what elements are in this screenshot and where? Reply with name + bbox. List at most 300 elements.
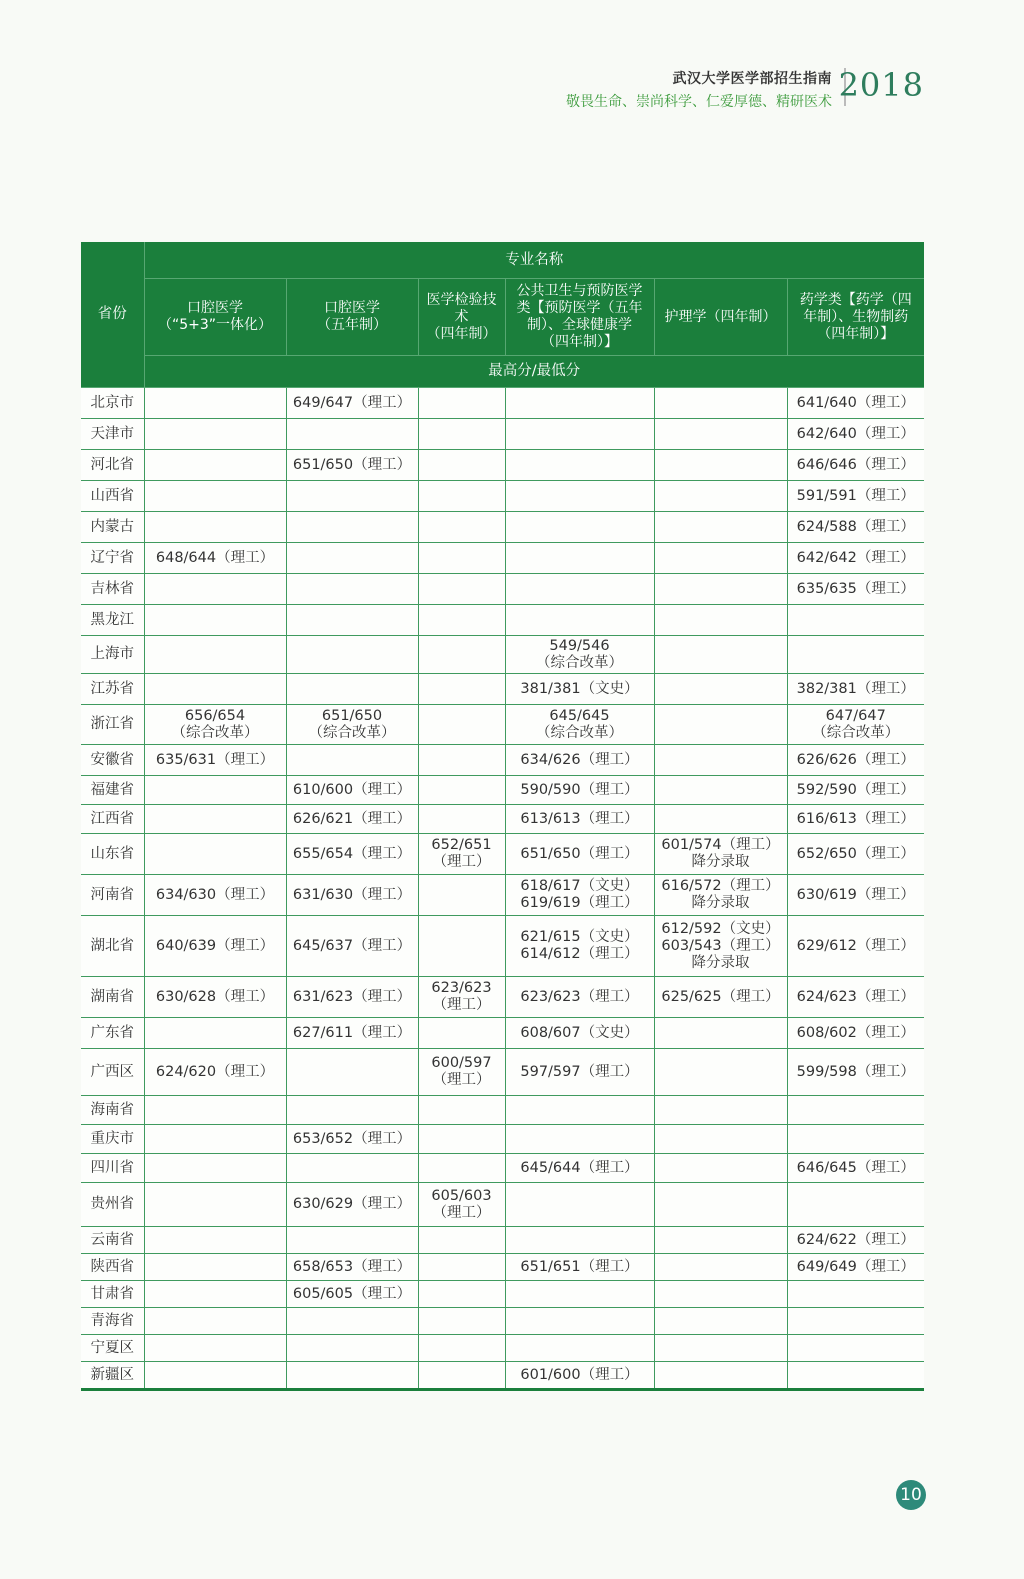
score-line: 649/649（理工） <box>796 1258 915 1275</box>
major-header-line: 护理学（四年制） <box>664 308 777 325</box>
score-cell <box>787 543 924 574</box>
score-cell <box>286 512 418 543</box>
score-cell <box>654 1308 787 1335</box>
score-line: 634/630（理工） <box>155 886 275 903</box>
score-line: 降分录取 <box>691 854 750 870</box>
table-row <box>81 834 924 875</box>
score-cell <box>286 875 418 916</box>
score-line: 605/605（理工） <box>292 1285 412 1302</box>
score-cell <box>418 1154 505 1183</box>
score-cell <box>787 977 924 1018</box>
score-line: 降分录取 <box>691 895 750 911</box>
province-cell: 上海市 <box>81 636 144 674</box>
score-cell <box>144 1308 286 1335</box>
score-cell <box>654 481 787 512</box>
major-header-line: （四年制）】 <box>817 325 895 342</box>
score-line: 597/597（理工） <box>520 1063 639 1080</box>
score-cell <box>286 481 418 512</box>
score-cell <box>144 1335 286 1362</box>
score-cell <box>505 419 654 450</box>
score-cell <box>787 388 924 419</box>
score-cell <box>654 916 787 977</box>
score-cell <box>418 834 505 875</box>
table-row <box>81 1154 924 1183</box>
score-cell <box>286 705 418 745</box>
score-cell <box>286 543 418 574</box>
score-cell <box>286 1018 418 1049</box>
score-cell <box>286 1049 418 1096</box>
score-cell <box>505 1335 654 1362</box>
score-cell <box>144 745 286 776</box>
score-line: 651/650 <box>321 707 383 724</box>
score-cell <box>418 636 505 674</box>
score-line: 605/603 <box>431 1187 492 1204</box>
score-line: 629/612（理工） <box>796 937 915 954</box>
score-cell <box>787 636 924 674</box>
score-line: 382/381（理工） <box>796 680 915 697</box>
score-cell <box>144 805 286 834</box>
table-row <box>81 875 924 916</box>
score-cell <box>144 481 286 512</box>
score-line: 616/613（理工） <box>796 810 915 827</box>
score-cell <box>144 674 286 705</box>
province-cell: 福建省 <box>81 776 144 805</box>
score-cell <box>654 1227 787 1254</box>
score-cell <box>505 1227 654 1254</box>
score-line: 612/592（文史） <box>661 920 780 937</box>
page-number: 10 <box>896 1480 926 1510</box>
score-cell <box>505 834 654 875</box>
score-cell <box>418 875 505 916</box>
score-cell <box>505 388 654 419</box>
score-cell <box>418 805 505 834</box>
score-cell <box>505 977 654 1018</box>
score-line: 646/646（理工） <box>796 456 915 473</box>
header-subtitle: 敬畏生命、崇尚科学、仁爱厚德、精研医术 <box>566 94 832 110</box>
score-cell <box>286 388 418 419</box>
score-cell <box>787 1183 924 1227</box>
table-row <box>81 1096 924 1125</box>
score-cell <box>144 1227 286 1254</box>
score-cell <box>144 1096 286 1125</box>
province-cell: 河北省 <box>81 450 144 481</box>
score-cell <box>787 1227 924 1254</box>
score-cell <box>787 419 924 450</box>
score-line: 624/622（理工） <box>796 1231 915 1248</box>
table-row <box>81 1254 924 1281</box>
admission-score-table <box>81 242 924 1391</box>
table-row <box>81 1281 924 1308</box>
score-line: 601/574（理工） <box>661 837 780 853</box>
score-cell <box>505 1362 654 1390</box>
score-cell <box>286 916 418 977</box>
table-row <box>81 805 924 834</box>
score-line: 634/626（理工） <box>520 751 639 768</box>
table-row <box>81 636 924 674</box>
table-row <box>81 574 924 605</box>
score-cell <box>144 512 286 543</box>
score-line: 616/572（理工） <box>661 878 780 894</box>
header-title: 武汉大学医学部招生指南 <box>672 71 832 87</box>
score-line: 降分录取 <box>691 954 750 971</box>
province-cell: 广东省 <box>81 1018 144 1049</box>
score-cell <box>505 916 654 977</box>
score-line: 652/650（理工） <box>796 845 915 862</box>
score-cell <box>418 1362 505 1390</box>
table-row <box>81 1183 924 1227</box>
table-row <box>81 481 924 512</box>
score-line: 624/620（理工） <box>155 1063 275 1080</box>
score-cell <box>505 1125 654 1154</box>
province-cell: 陕西省 <box>81 1254 144 1281</box>
score-line: 613/613（理工） <box>520 810 639 827</box>
score-line: 549/546 <box>549 637 610 654</box>
score-cell <box>505 875 654 916</box>
score-cell <box>654 1335 787 1362</box>
major-header-line: 制）、全球健康学 <box>527 317 632 333</box>
score-cell <box>505 636 654 674</box>
score-line: 590/590（理工） <box>520 781 639 798</box>
header-year: 2018 <box>838 66 924 104</box>
score-line: 610/600（理工） <box>292 781 412 798</box>
score-cell <box>505 1281 654 1308</box>
score-cell <box>505 512 654 543</box>
score-line: 645/644（理工） <box>520 1159 639 1176</box>
score-cell <box>418 419 505 450</box>
group-header: 专业名称 <box>144 242 924 279</box>
score-cell <box>787 1018 924 1049</box>
table-row <box>81 419 924 450</box>
score-line: 648/644（理工） <box>155 549 275 566</box>
table-row <box>81 776 924 805</box>
score-cell <box>286 1335 418 1362</box>
score-line: 647/647 <box>825 707 886 724</box>
province-cell: 广西区 <box>81 1049 144 1096</box>
province-cell: 贵州省 <box>81 1183 144 1227</box>
score-line: （理工） <box>432 1072 491 1088</box>
major-header-5 <box>654 279 787 356</box>
score-line: 655/654（理工） <box>292 845 412 862</box>
score-cell <box>505 543 654 574</box>
score-cell <box>654 1096 787 1125</box>
score-line: 626/626（理工） <box>796 751 915 768</box>
score-line: （理工） <box>432 854 491 870</box>
score-cell <box>654 636 787 674</box>
score-cell <box>418 481 505 512</box>
score-cell <box>654 834 787 875</box>
score-line: （综合改革） <box>536 724 623 741</box>
score-cell <box>787 1281 924 1308</box>
score-cell <box>418 1049 505 1096</box>
score-cell <box>505 481 654 512</box>
score-cell <box>418 1183 505 1227</box>
score-cell <box>654 1049 787 1096</box>
score-cell <box>505 1254 654 1281</box>
score-cell <box>144 574 286 605</box>
score-cell <box>418 674 505 705</box>
table-row <box>81 674 924 705</box>
score-line: 623/623（理工） <box>520 988 639 1005</box>
score-cell <box>505 1183 654 1227</box>
score-cell <box>787 450 924 481</box>
table-row <box>81 512 924 543</box>
province-cell: 河南省 <box>81 875 144 916</box>
score-header: 最高分/最低分 <box>144 356 924 388</box>
score-cell <box>787 834 924 875</box>
province-cell: 云南省 <box>81 1227 144 1254</box>
table-row <box>81 1335 924 1362</box>
table-row <box>81 605 924 636</box>
score-line: 621/615（文史） <box>520 929 639 945</box>
score-cell <box>505 705 654 745</box>
score-line: （综合改革） <box>812 724 900 741</box>
score-cell <box>654 1254 787 1281</box>
score-cell <box>286 1154 418 1183</box>
score-cell <box>787 1049 924 1096</box>
score-line: 608/602（理工） <box>796 1024 915 1041</box>
score-cell <box>505 1049 654 1096</box>
major-header-line: （四年制） <box>426 325 497 342</box>
score-cell <box>286 674 418 705</box>
province-cell: 天津市 <box>81 419 144 450</box>
table-row <box>81 916 924 977</box>
score-line: 623/623 <box>431 980 492 996</box>
table-row <box>81 1362 924 1390</box>
score-cell <box>286 1308 418 1335</box>
score-cell <box>787 605 924 636</box>
province-cell: 浙江省 <box>81 705 144 745</box>
score-line: 591/591（理工） <box>796 487 915 504</box>
score-cell <box>505 1308 654 1335</box>
province-cell: 江西省 <box>81 805 144 834</box>
score-line: 630/629（理工） <box>292 1196 412 1212</box>
score-cell <box>505 674 654 705</box>
table-row <box>81 1049 924 1096</box>
score-cell <box>654 1281 787 1308</box>
score-line: 618/617（文史） <box>520 878 639 894</box>
major-header-line: （“5+3”一体化） <box>157 317 273 333</box>
table-row <box>81 705 924 745</box>
score-cell <box>286 636 418 674</box>
score-cell <box>654 388 787 419</box>
score-line: 630/628（理工） <box>155 988 275 1005</box>
major-header-line: 药学类【药学（四 <box>799 291 912 308</box>
score-cell <box>787 1096 924 1125</box>
score-cell <box>654 1183 787 1227</box>
score-cell <box>286 1281 418 1308</box>
score-cell <box>418 1308 505 1335</box>
score-line: 649/647（理工） <box>292 394 412 411</box>
score-line: 653/652（理工） <box>292 1130 412 1147</box>
score-cell <box>418 1018 505 1049</box>
major-header-6 <box>787 279 924 356</box>
score-cell <box>787 481 924 512</box>
score-cell <box>654 805 787 834</box>
table-row <box>81 1018 924 1049</box>
score-line: 646/645（理工） <box>796 1159 915 1176</box>
score-cell <box>787 705 924 745</box>
score-line: （理工） <box>432 1204 491 1221</box>
province-cell: 内蒙古 <box>81 512 144 543</box>
score-cell <box>787 1335 924 1362</box>
province-cell: 北京市 <box>81 388 144 419</box>
score-cell <box>418 512 505 543</box>
score-line: 658/653（理工） <box>292 1258 412 1275</box>
score-cell <box>144 388 286 419</box>
major-header-2 <box>286 279 418 356</box>
score-cell <box>144 916 286 977</box>
province-cell: 山西省 <box>81 481 144 512</box>
major-header-line: 类【预防医学（五年 <box>516 300 643 316</box>
score-line: 624/623（理工） <box>796 988 915 1005</box>
score-line: 608/607（文史） <box>520 1024 639 1041</box>
province-cell: 山东省 <box>81 834 144 875</box>
score-cell <box>144 875 286 916</box>
score-cell <box>144 1362 286 1390</box>
score-cell <box>286 605 418 636</box>
score-cell <box>144 1154 286 1183</box>
score-cell <box>654 1018 787 1049</box>
score-cell <box>144 834 286 875</box>
score-line: 630/619（理工） <box>796 886 915 903</box>
score-cell <box>654 1154 787 1183</box>
score-cell <box>787 745 924 776</box>
score-cell <box>787 776 924 805</box>
score-cell <box>286 776 418 805</box>
province-cell: 吉林省 <box>81 574 144 605</box>
score-line: 626/621（理工） <box>292 810 412 827</box>
score-cell <box>418 705 505 745</box>
score-line: 619/619（理工） <box>520 895 639 911</box>
score-cell <box>505 574 654 605</box>
score-cell <box>654 419 787 450</box>
score-cell <box>286 1254 418 1281</box>
score-cell <box>787 875 924 916</box>
score-cell <box>505 450 654 481</box>
score-line: 603/543（理工） <box>661 937 780 954</box>
major-header-line: 口腔医学 <box>187 300 243 316</box>
score-cell <box>787 1125 924 1154</box>
score-cell <box>505 1154 654 1183</box>
score-line: 642/642（理工） <box>796 549 915 566</box>
score-cell <box>286 574 418 605</box>
score-cell <box>418 745 505 776</box>
score-line: 614/612（理工） <box>520 946 639 962</box>
province-cell: 辽宁省 <box>81 543 144 574</box>
score-cell <box>418 388 505 419</box>
major-header-line: 年制）、生物制药 <box>803 308 909 325</box>
score-cell <box>654 512 787 543</box>
province-cell: 甘肃省 <box>81 1281 144 1308</box>
score-cell <box>144 1281 286 1308</box>
score-cell <box>418 1096 505 1125</box>
score-cell <box>144 1254 286 1281</box>
score-line: 651/651（理工） <box>520 1258 639 1275</box>
score-line: 624/588（理工） <box>796 518 915 535</box>
province-cell: 湖北省 <box>81 916 144 977</box>
score-cell <box>418 574 505 605</box>
score-cell <box>505 1018 654 1049</box>
score-cell <box>144 605 286 636</box>
score-line: 641/640（理工） <box>796 394 915 411</box>
table-row <box>81 1308 924 1335</box>
score-cell <box>286 745 418 776</box>
major-header-line: （五年制） <box>317 317 387 333</box>
score-cell <box>144 977 286 1018</box>
score-cell <box>144 543 286 574</box>
table-row <box>81 388 924 419</box>
table-row <box>81 977 924 1018</box>
province-cell: 四川省 <box>81 1154 144 1183</box>
table-row <box>81 1227 924 1254</box>
score-line: 642/640（理工） <box>796 425 915 442</box>
major-header-3 <box>418 279 505 356</box>
score-line: （综合改革） <box>171 724 259 741</box>
province-cell: 青海省 <box>81 1308 144 1335</box>
page-header <box>424 64 924 112</box>
score-cell <box>286 1183 418 1227</box>
score-cell <box>505 805 654 834</box>
score-cell <box>418 1254 505 1281</box>
score-cell <box>286 419 418 450</box>
score-cell <box>144 450 286 481</box>
score-line: 627/611（理工） <box>292 1024 412 1041</box>
score-cell <box>418 977 505 1018</box>
score-line: 652/651 <box>431 837 492 853</box>
score-cell <box>787 916 924 977</box>
score-line: 640/639（理工） <box>155 937 275 954</box>
score-cell <box>654 450 787 481</box>
score-cell <box>654 875 787 916</box>
score-cell <box>787 1154 924 1183</box>
score-line: 651/650（理工） <box>292 456 412 473</box>
table-row <box>81 450 924 481</box>
score-cell <box>654 605 787 636</box>
score-line: 600/597 <box>431 1055 492 1071</box>
score-line: 625/625（理工） <box>661 988 780 1005</box>
score-cell <box>144 1049 286 1096</box>
score-line: 645/637（理工） <box>292 937 412 954</box>
score-line: 631/630（理工） <box>292 886 412 903</box>
province-cell: 江苏省 <box>81 674 144 705</box>
score-line: 635/635（理工） <box>796 580 915 597</box>
score-line: 601/600（理工） <box>520 1366 639 1383</box>
major-header-line: 医学检验技术 <box>426 291 497 325</box>
major-header-line: 口腔医学 <box>324 300 380 316</box>
score-cell <box>144 636 286 674</box>
score-cell <box>654 977 787 1018</box>
score-cell <box>144 1018 286 1049</box>
table-row <box>81 543 924 574</box>
major-header-line: （四年制）】 <box>541 334 618 350</box>
score-cell <box>286 450 418 481</box>
score-cell <box>286 805 418 834</box>
score-table-body <box>81 388 924 1390</box>
score-cell <box>286 1227 418 1254</box>
score-cell <box>787 805 924 834</box>
major-header-1 <box>144 279 286 356</box>
score-cell <box>787 1254 924 1281</box>
score-cell <box>654 705 787 745</box>
score-line: （综合改革） <box>536 654 623 671</box>
score-cell <box>787 574 924 605</box>
score-line: 599/598（理工） <box>796 1063 915 1080</box>
score-line: （理工） <box>432 997 491 1013</box>
score-cell <box>787 674 924 705</box>
score-cell <box>418 776 505 805</box>
score-line: 635/631（理工） <box>155 751 275 768</box>
score-cell <box>144 705 286 745</box>
